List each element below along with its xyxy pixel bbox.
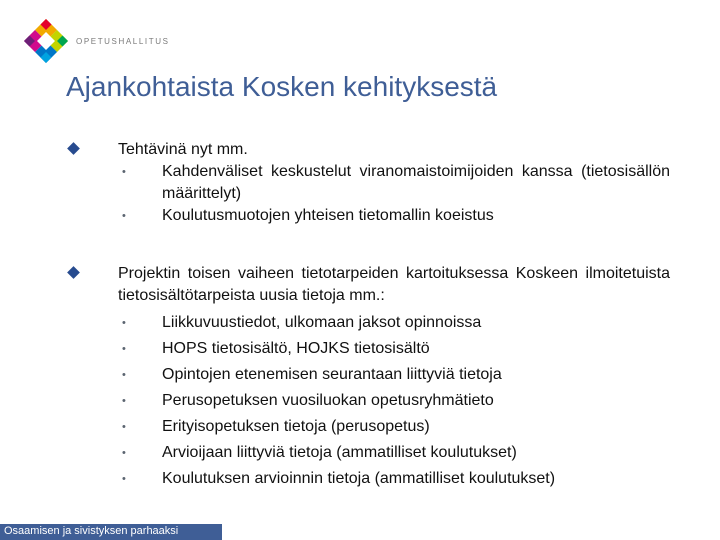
slide-title: Ajankohtaista Kosken kehityksestä (66, 71, 498, 102)
list-item (118, 161, 670, 205)
list-item (118, 388, 670, 414)
organization-name: OPETUSHALLITUS (76, 37, 170, 46)
list-item-text: Kahdenväliset keskustelut viranomaistoimijoiden kanssa (tietosisällön määrittelyt) (162, 163, 670, 202)
section-1 (118, 139, 670, 227)
footer-slogan: Osaamisen ja sivistyksen parhaaksi (4, 525, 179, 537)
bullet-icon: • (122, 395, 126, 407)
bullet-icon: • (122, 447, 126, 459)
section-2-list (118, 310, 670, 492)
bullet-icon: • (122, 369, 126, 381)
section-1-list (118, 161, 670, 227)
bullet-icon: • (122, 473, 126, 485)
bullet-icon: • (122, 317, 126, 329)
section-1-lead: Tehtävinä nyt mm. (118, 141, 248, 158)
section-2-lead: Projektin toisen vaiheen tietotarpeiden kartoituksessa Koskeen ilmoitetuista tietosisältötarpeista uusia tietoja mm.: (118, 265, 670, 304)
list-item (118, 362, 670, 388)
list-item-text: Perusopetuksen vuosiluokan opetusryhmätieto (162, 392, 494, 409)
list-item-text: Koulutuksen arvioinnin tietoja (ammatilliset koulutukset) (162, 470, 556, 487)
list-item-text: Koulutusmuotojen yhteisen tietomallin koeistus (162, 207, 494, 224)
list-item (118, 205, 670, 227)
bullet-icon: • (122, 166, 126, 178)
footer-bar (0, 524, 222, 540)
bullet-icon: • (122, 421, 126, 433)
list-item (118, 336, 670, 362)
section-2-diamond-icon (67, 266, 80, 279)
list-item (118, 466, 670, 492)
list-item (118, 440, 670, 466)
bullet-icon: • (122, 210, 126, 222)
section-2 (118, 263, 670, 492)
list-item-text: Opintojen etenemisen seurantaan liittyviä tietoja (162, 366, 502, 383)
list-item-text: Arvioijaan liittyviä tietoja (ammatilliset koulutukset) (162, 444, 517, 461)
opetushallitus-logo (20, 15, 72, 67)
section-1-diamond-icon (67, 142, 80, 155)
bullet-icon: • (122, 343, 126, 355)
list-item (118, 414, 670, 440)
list-item (118, 310, 670, 336)
list-item-text: Liikkuvuustiedot, ulkomaan jaksot opinnoissa (162, 314, 482, 331)
list-item-text: Erityisopetuksen tietoja (perusopetus) (162, 418, 430, 435)
list-item-text: HOPS tietosisältö, HOJKS tietosisältö (162, 340, 430, 357)
